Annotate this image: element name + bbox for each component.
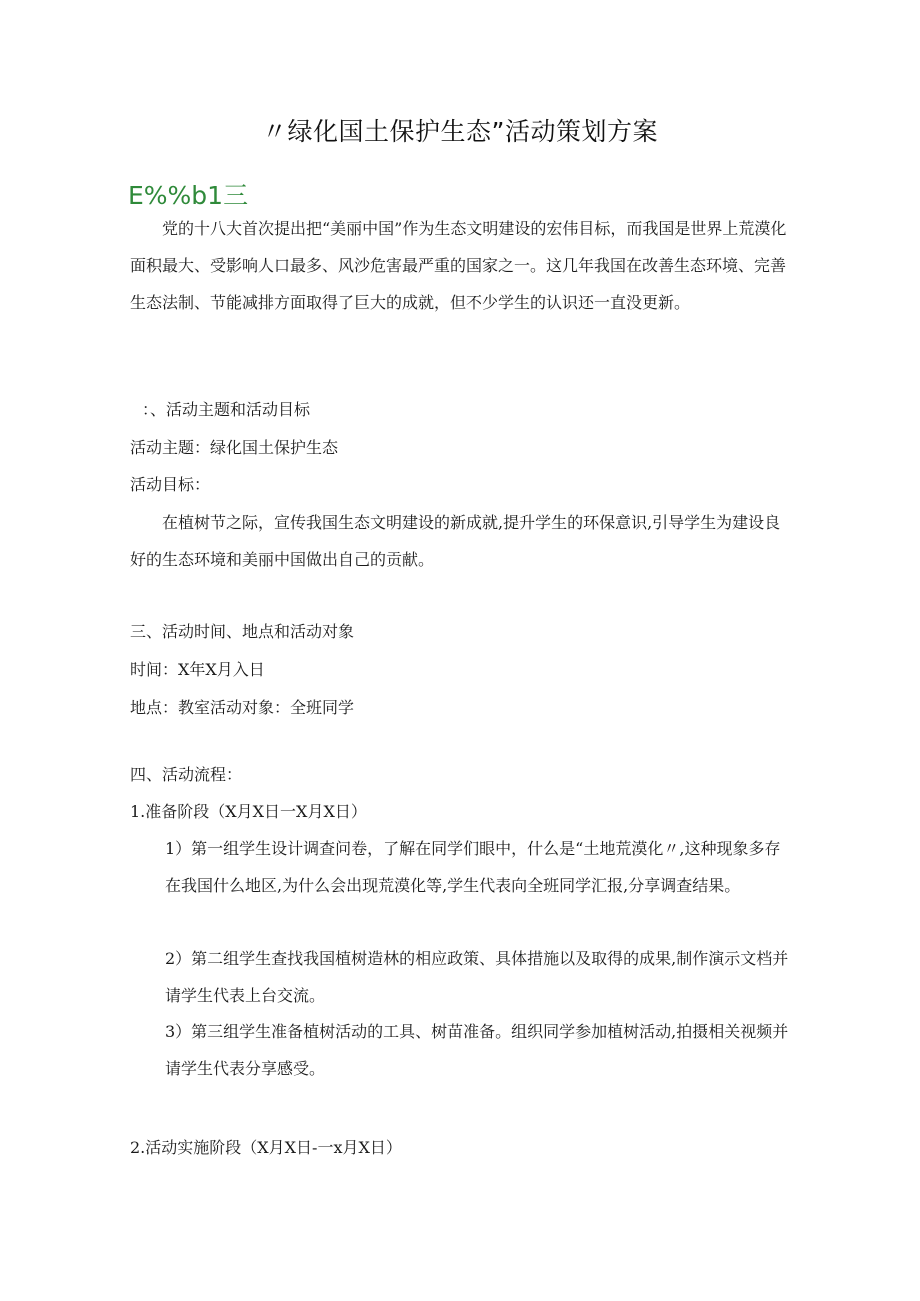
document-title: 〃绿化国土保护生态”活动策划方案: [262, 117, 658, 146]
process-item-1: 1）第一组学生设计调查问卷，了解在同学们眼中，什么是“土地荒漠化〃,这种现象多存在我国什么地区,为什么会出现荒漠化等,学生代表向全班同学汇报,分享调查结果。: [165, 839, 781, 895]
activity-time: 时间：X年X月入日: [130, 660, 265, 679]
stage-2-heading: 2.活动实施阶段（X月X日-一x月X日）: [130, 1138, 402, 1157]
intro-paragraph: 党的十八大首次提出把“美丽中国”作为生态文明建设的宏伟目标，而我国是世界上荒漠化面积最大、受影响人口最多、风沙危害最严重的国家之一。这几年我国在改善生态环境、完善生态法制、节能减排方面取得了巨大的成就，但不少学生的认识还一直没更新。: [130, 219, 787, 312]
section-heading-2: ：、活动主题和活动目标: [142, 400, 311, 419]
activity-goal-label: 活动目标：: [130, 475, 211, 494]
section-heading-4: 四、活动流程：: [130, 765, 243, 784]
stage-1-heading: 1.准备阶段（X月X日一X月X日）: [130, 802, 367, 821]
activity-theme: 活动主题：绿化国土保护生态: [130, 438, 339, 457]
section-heading-1: E%%b1三: [128, 181, 249, 210]
process-item-3: 3）第三组学生准备植树活动的工具、树苗准备。组织同学参加植树活动,拍摄相关视频并请学生代表分享感受。: [165, 1022, 789, 1078]
process-item-2: 2）第二组学生查找我国植树造林的相应政策、具体措施以及取得的成果,制作演示文档并请学生代表上台交流。: [165, 949, 789, 1005]
section-heading-3: 三、活动时间、地点和活动对象: [130, 622, 355, 641]
activity-place: 地点：教室活动对象：全班同学: [130, 698, 355, 717]
activity-goal-text: 在植树节之际，宣传我国生态文明建设的新成就,提升学生的环保意识,引导学生为建设良好的生态环境和美丽中国做出自己的贡献。: [130, 513, 781, 569]
